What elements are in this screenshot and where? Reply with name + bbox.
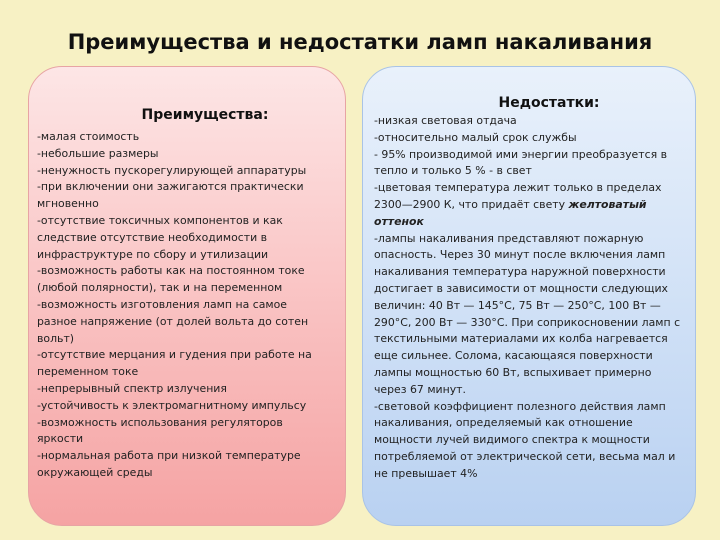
list-item: -небольшие размеры [37, 146, 159, 160]
emphasized-text: желтоватый оттенок [374, 197, 647, 228]
list-item [374, 130, 683, 147]
disadvantages-list [374, 113, 683, 483]
list-item: -возможность работы как на постоянном токе (любой полярности), так и на переменном [37, 264, 305, 295]
list-item [374, 399, 683, 483]
advantages-card [28, 66, 346, 526]
list-item-text: -относительно малый срок службы [374, 130, 577, 144]
list-item: -возможность использования регуляторов яркости [37, 415, 283, 446]
list-item-text: -световой коэффициент полезного действия ламп накаливания, определяемый как отношение мощности лучей видимого спектра к мощности потребляемой от электрической сети, весьма мал и не превышает 4% [374, 399, 676, 480]
disadvantages-card [362, 66, 696, 526]
list-item: -непрерывный спектр излучения [37, 381, 227, 395]
list-item: -отсутствие токсичных компонентов и как следствие отсутствие необходимости в инфраструктуре по сбору и утилизации [37, 213, 283, 261]
list-item: -при включении они зажигаются практически мгновенно [37, 180, 304, 211]
list-item: -малая стоимость [37, 130, 140, 143]
list-item: -устойчивость к электромагнитному импульсу [37, 398, 307, 412]
list-item-text: -цветовая температура лежит только в пределах 2300—2900 К, что придаёт свету [374, 181, 662, 211]
list-item: -нормальная работа при низкой температуре окружающей среды [37, 449, 301, 479]
list-item-text: -низкая световая отдача [374, 114, 517, 127]
list-item-text: -лампы накаливания представляют пожарную опасность. Через 30 минут после включения ламп накаливания температура наружной поверхности достигает в зависимости от мощности следующих величин: 40 Вт — 145°С, 75 Вт — 250°С, 100 Вт — 290°С, 200 Вт — 330°С. При соприкосновении ламп с текстильными материалами их колба нагревается еще сильнее. Солома, касающаяся поверхности лампы мощностью 60 Вт, вспыхивает примерно через 67 минут. [374, 231, 681, 396]
list-item: -ненужность пускорегулирующей аппаратуры [37, 163, 307, 177]
list-item [374, 147, 683, 181]
list-item [374, 113, 683, 130]
list-item-text: - 95% производимой ими энергии преобразуется в тепло и только 5 % - в свет [374, 147, 668, 178]
advantages-list [37, 129, 329, 482]
list-item [374, 231, 683, 399]
disadvantages-heading: Недостатки: [498, 95, 600, 111]
slide-title: Преимущества и недостатки ламп накаливания [67, 30, 653, 54]
list-item [374, 180, 683, 230]
list-item: -возможность изготовления ламп на самое разное напряжение (от долей вольта до сотен вольт) [37, 297, 309, 345]
list-item: -отсутствие мерцания и гудения при работе на переменном токе [37, 348, 312, 379]
advantages-heading: Преимущества: [141, 107, 269, 123]
